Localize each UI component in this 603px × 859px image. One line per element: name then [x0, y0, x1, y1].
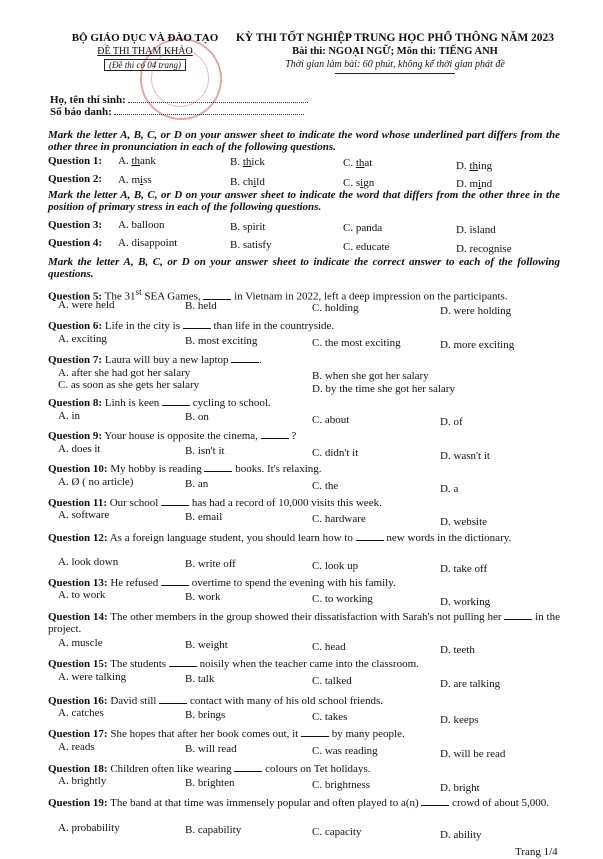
page-number: Trang 1/4 — [515, 846, 558, 858]
q14-option-c[interactable]: C. head — [312, 641, 346, 653]
q16-option-a[interactable]: A. catches — [58, 707, 104, 719]
q14-blank[interactable] — [504, 618, 532, 620]
instruction-correct: Mark the letter A, B, C, or D on your answer sheet to indicate the correct answer to each of the following questions. — [48, 256, 560, 280]
q3-option-d[interactable]: D. island — [456, 224, 496, 236]
q5-post: in Vietnam in 2022, left a deep impression on the participants. — [231, 290, 508, 303]
question-17 — [48, 728, 560, 740]
candidate-number — [50, 106, 304, 118]
q5-mid: SEA Games, — [141, 290, 204, 303]
q7-option-b[interactable]: B. when she got her salary — [312, 370, 429, 382]
q14-option-b[interactable]: B. weight — [185, 639, 228, 651]
q2-a-post: ss — [143, 174, 152, 186]
q5-label: Question 5: — [48, 290, 103, 303]
q12-blank[interactable] — [356, 539, 384, 541]
q18-option-d[interactable]: D. bright — [440, 782, 480, 794]
q8-blank[interactable] — [162, 404, 190, 406]
q8-option-c[interactable]: C. about — [312, 414, 350, 426]
q7-blank[interactable] — [231, 361, 259, 363]
q14-option-a[interactable]: A. muscle — [58, 637, 103, 649]
q16-pre: David still — [107, 695, 160, 707]
exam-time: Thời gian làm bài: 60 phút, không kể thời gian phát đề — [285, 59, 505, 70]
q1-option-b[interactable] — [230, 156, 265, 168]
q1-d-post: ing — [478, 160, 493, 172]
q12-option-b[interactable]: B. write off — [185, 558, 236, 570]
q10-option-c[interactable]: C. the — [312, 480, 339, 492]
q11-option-b[interactable]: B. email — [185, 511, 223, 523]
q15-label: Question 15: — [48, 658, 108, 670]
q2-c-pre: C. s — [343, 177, 361, 189]
header-rule — [335, 73, 455, 74]
q18-option-a[interactable]: A. brightly — [58, 775, 107, 787]
q7-option-a[interactable]: A. after she had got her salary — [58, 367, 191, 379]
q2-option-c[interactable] — [343, 177, 374, 189]
pages-note: (Đề thi có 04 trang) — [104, 59, 186, 71]
q2-option-a[interactable] — [118, 174, 152, 186]
q18-post: colours on Tet holidays. — [262, 763, 371, 775]
q4-label: Question 4: — [48, 237, 103, 249]
q18-blank[interactable] — [234, 770, 262, 772]
header-left — [45, 32, 245, 71]
question-8 — [48, 397, 560, 409]
q2-b-pre: B. ch — [230, 176, 254, 188]
q3-option-b[interactable]: B. spirit — [230, 221, 266, 233]
q5-sup: st — [135, 287, 142, 297]
q4-option-c[interactable]: C. educate — [343, 241, 390, 253]
q10-post: books. It's relaxing. — [232, 463, 322, 475]
q19-pre: The band at that time was immensely popular and often played to a(n) — [107, 797, 422, 809]
question-6 — [48, 320, 560, 332]
q4-option-d[interactable]: D. recognise — [456, 243, 512, 255]
question-13 — [48, 577, 560, 589]
question-9 — [48, 430, 560, 442]
q8-option-b[interactable]: B. on — [185, 411, 209, 423]
instruction-stress: Mark the letter A, B, C, or D on your answer sheet to indicate the word that differs from the other three in the position of primary stress in each of the following questions. — [48, 189, 560, 213]
q11-pre: Our school — [106, 497, 162, 509]
question-11 — [48, 497, 560, 509]
q19-option-b[interactable]: B. capability — [185, 824, 242, 836]
question-12 — [48, 532, 560, 544]
q2-c-post: gn — [363, 177, 375, 189]
q13-option-b[interactable]: B. work — [185, 591, 221, 603]
q12-option-d[interactable]: D. take off — [440, 563, 488, 575]
question-16 — [48, 695, 560, 707]
question-3 — [48, 219, 102, 231]
q9-option-b[interactable]: B. isn't it — [185, 445, 225, 457]
q18-option-b[interactable]: B. brighten — [185, 777, 235, 789]
q8-option-d[interactable]: D. of — [440, 416, 463, 428]
q10-option-d[interactable]: D. a — [440, 483, 459, 495]
q5-option-d[interactable]: D. were holding — [440, 305, 512, 317]
q12-label: Question 12: — [48, 532, 108, 544]
q7-option-c[interactable]: C. as soon as she gets her salary — [58, 379, 200, 391]
q1-a-post: ank — [140, 155, 156, 167]
q1-c-post: at — [364, 157, 373, 169]
q14-post: in the project. — [48, 611, 560, 635]
q8-post: cycling to school. — [189, 397, 271, 409]
q1-label: Question 1: — [48, 155, 103, 167]
q1-option-d[interactable] — [456, 160, 492, 172]
q11-blank[interactable] — [161, 504, 189, 506]
q16-option-b[interactable]: B. brings — [185, 709, 226, 721]
candidate-name — [50, 94, 308, 106]
q2-a-underline: i — [140, 174, 144, 186]
q13-option-d[interactable]: D. working — [440, 596, 491, 608]
q17-option-c[interactable]: C. was reading — [312, 745, 378, 757]
ministry-name: BỘ GIÁO DỤC VÀ ĐÀO TẠO — [71, 32, 219, 44]
q2-d-post: nd — [481, 178, 493, 190]
q3-option-a[interactable]: A. balloon — [118, 219, 165, 231]
question-2 — [48, 173, 102, 185]
q9-pre: Your house is opposite the cinema, — [102, 430, 261, 442]
q6-pre: Life in the city is — [102, 320, 183, 332]
q8-pre: Linh is keen — [102, 397, 162, 409]
q15-option-b[interactable]: B. talk — [185, 673, 215, 685]
exam-title: KỲ THI TỐT NGHIỆP TRUNG HỌC PHỔ THÔNG NĂM 2023 — [235, 32, 555, 44]
q12-option-a[interactable]: A. look down — [58, 556, 119, 568]
q1-b-underline: th — [242, 156, 252, 168]
question-18 — [48, 763, 560, 775]
q15-post: noisily when the teacher came into the classroom. — [196, 658, 419, 670]
q17-option-a[interactable]: A. reads — [58, 741, 95, 753]
q10-option-a[interactable]: A. Ø ( no article) — [58, 476, 134, 488]
instruction-pronunciation: Mark the letter A, B, C, or D on your answer sheet to indicate the word whose underlined part differs from the other three in pronunciation in each of the following questions. — [48, 129, 560, 153]
q1-a-pre: A. — [118, 155, 132, 167]
q4-option-a[interactable]: A. disappoint — [118, 237, 178, 249]
q16-blank[interactable] — [159, 702, 187, 704]
question-5 — [48, 286, 560, 303]
q9-option-d[interactable]: D. wasn't it — [440, 450, 490, 462]
q2-d-underline: i — [478, 178, 482, 190]
q6-post: than life in the countryside. — [210, 320, 335, 332]
candidate-name-line[interactable] — [128, 94, 308, 103]
q11-option-c[interactable]: C. hardware — [312, 513, 366, 525]
q2-b-underline: i — [253, 176, 257, 188]
q3-option-c[interactable]: C. panda — [343, 222, 383, 234]
q19-label: Question 19: — [48, 797, 108, 809]
q5-pre: The 31 — [104, 290, 136, 303]
q6-option-a[interactable]: A. exciting — [58, 333, 107, 345]
q14-pre: The other members in the group showed their dissatisfaction with Sarah's not pulling her — [107, 611, 505, 623]
q16-option-c[interactable]: C. takes — [312, 711, 348, 723]
question-19 — [48, 797, 560, 809]
q13-blank[interactable] — [161, 584, 189, 586]
exam-type: ĐỀ THI THAM KHẢO — [97, 46, 193, 57]
q5-option-c[interactable]: C. holding — [312, 302, 359, 314]
exam-subject: Bài thi: NGOẠI NGỮ; Môn thi: TIẾNG ANH — [292, 46, 498, 57]
q12-post: new words in the dictionary. — [383, 532, 512, 544]
q10-option-b[interactable]: B. an — [185, 478, 209, 490]
q18-option-c[interactable]: C. brightness — [312, 779, 371, 791]
q11-option-a[interactable]: A. software — [58, 509, 110, 521]
q16-label: Question 16: — [48, 695, 108, 707]
q2-d-pre: D. m — [456, 178, 478, 190]
q5-option-b[interactable]: B. held — [185, 300, 217, 312]
question-1 — [48, 155, 102, 167]
q1-c-pre: C. — [343, 157, 356, 169]
q11-label: Question 11: — [48, 497, 107, 509]
q6-blank[interactable] — [183, 327, 211, 329]
q17-option-b[interactable]: B. will read — [185, 743, 237, 755]
q2-option-b[interactable] — [230, 176, 265, 188]
q2-a-pre: A. m — [118, 174, 140, 186]
q19-option-c[interactable]: C. capacity — [312, 826, 362, 838]
q9-post: ? — [288, 430, 297, 442]
q7-label: Question 7: — [48, 354, 103, 366]
question-4 — [48, 237, 102, 249]
q14-label: Question 14: — [48, 611, 108, 623]
q7-option-d[interactable]: D. by the time she got her salary — [312, 383, 455, 395]
q15-option-d[interactable]: D. are talking — [440, 678, 501, 690]
question-10 — [48, 463, 560, 475]
q8-option-a[interactable]: A. in — [58, 410, 80, 422]
q11-option-d[interactable]: D. website — [440, 516, 488, 528]
q17-blank[interactable] — [301, 735, 329, 737]
q1-option-c[interactable] — [343, 157, 372, 169]
q1-option-a[interactable] — [118, 155, 156, 167]
q19-option-d[interactable]: D. ability — [440, 829, 482, 841]
q2-b-post: ld — [256, 176, 265, 188]
q6-option-d[interactable]: D. more exciting — [440, 339, 515, 351]
q10-pre: My hobby is reading — [107, 463, 205, 475]
q9-option-c[interactable]: C. didn't it — [312, 447, 359, 459]
q13-option-c[interactable]: C. to working — [312, 593, 373, 605]
candidate-number-label: Số báo danh: — [50, 106, 112, 118]
q9-blank[interactable] — [261, 437, 289, 439]
candidate-name-label: Họ, tên thí sinh: — [50, 94, 126, 106]
q6-label: Question 6: — [48, 320, 103, 332]
q13-post: overtime to spend the evening with his family. — [189, 577, 396, 589]
q13-label: Question 13: — [48, 577, 108, 589]
q18-label: Question 18: — [48, 763, 108, 775]
question-14 — [48, 611, 560, 635]
candidate-number-line[interactable] — [114, 106, 304, 115]
q13-option-a[interactable]: A. to work — [58, 589, 106, 601]
q17-post: by many people. — [328, 728, 405, 740]
q1-d-pre: D. — [456, 160, 470, 172]
q2-label: Question 2: — [48, 173, 103, 185]
q18-pre: Children often like wearing — [107, 763, 235, 775]
q19-option-a[interactable]: A. probability — [58, 822, 120, 834]
q6-option-c[interactable]: C. the most exciting — [312, 337, 401, 349]
q19-post: crowd of about 5,000. — [449, 797, 550, 809]
q11-post: has had a record of 10,000 visits this week. — [189, 497, 382, 509]
q17-option-d[interactable]: D. will be read — [440, 748, 506, 760]
q16-post: contact with many of his old school friends. — [187, 695, 384, 707]
q1-d-underline: th — [469, 160, 479, 172]
q15-option-a[interactable]: A. were talking — [58, 671, 127, 683]
q9-option-a[interactable]: A. does it — [58, 443, 101, 455]
q7-post: . — [259, 354, 263, 366]
q12-pre: As a foreign language student, you should learn how to — [107, 532, 356, 544]
q17-pre: She hopes that after her book comes out, it — [107, 728, 301, 740]
q15-option-c[interactable]: C. talked — [312, 675, 352, 687]
q15-blank[interactable] — [169, 665, 197, 667]
q14-option-d[interactable]: D. teeth — [440, 644, 475, 656]
q8-label: Question 8: — [48, 397, 103, 409]
q10-blank[interactable] — [204, 470, 232, 472]
q3-label: Question 3: — [48, 219, 103, 231]
q2-c-underline: i — [360, 177, 364, 189]
q19-blank[interactable] — [421, 804, 449, 806]
q12-option-c[interactable]: C. look up — [312, 560, 359, 572]
q6-option-b[interactable]: B. most exciting — [185, 335, 258, 347]
q4-option-b[interactable]: B. satisfy — [230, 239, 272, 251]
q16-option-d[interactable]: D. keeps — [440, 714, 479, 726]
q1-a-underline: th — [131, 155, 141, 167]
header-right — [235, 32, 555, 74]
q13-pre: He refused — [107, 577, 162, 589]
q7-pre: Laura will buy a new laptop — [102, 354, 232, 366]
q9-label: Question 9: — [48, 430, 103, 442]
q17-label: Question 17: — [48, 728, 108, 740]
q10-label: Question 10: — [48, 463, 108, 475]
question-15 — [48, 658, 560, 670]
question-7 — [48, 354, 560, 366]
q1-c-underline: th — [355, 157, 365, 169]
q5-option-a[interactable]: A. were held — [58, 299, 115, 311]
q1-b-pre: B. — [230, 156, 243, 168]
q15-pre: The students — [107, 658, 169, 670]
q1-b-post: ick — [251, 156, 265, 168]
